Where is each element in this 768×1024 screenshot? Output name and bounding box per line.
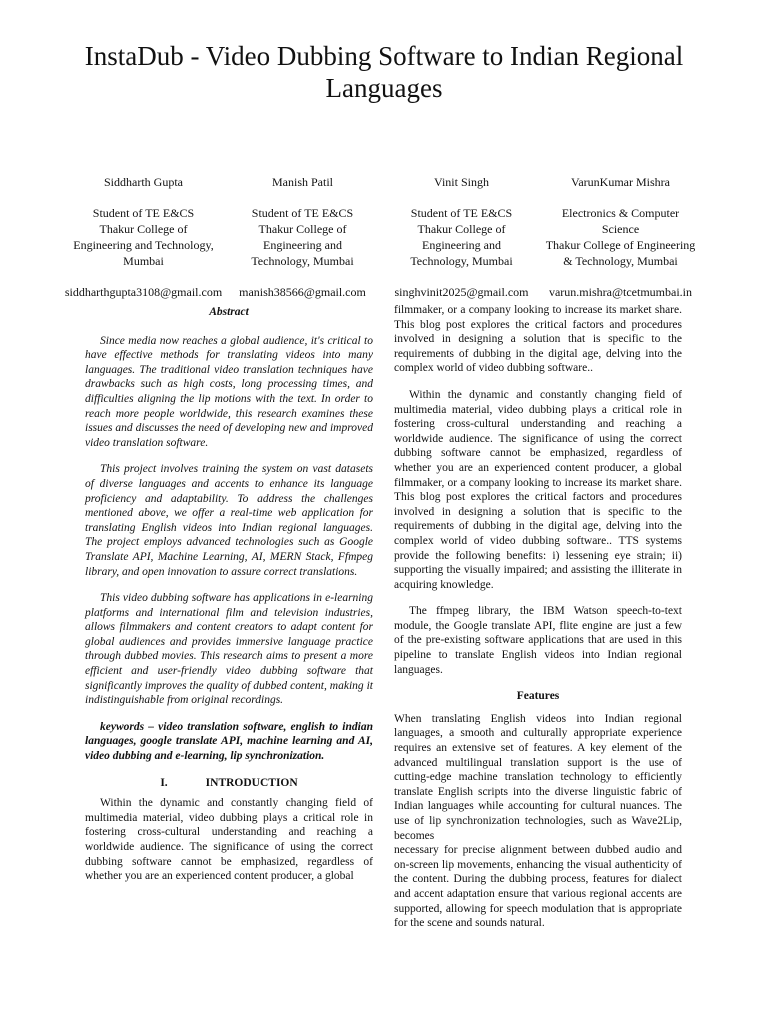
author-name: Manish Patil bbox=[271, 174, 333, 189]
introduction-heading bbox=[85, 776, 373, 791]
author-email: siddharthgupta3108@gmail.com bbox=[64, 285, 223, 300]
author-name: Vinit Singh bbox=[434, 174, 489, 189]
author-4 bbox=[541, 159, 700, 317]
right-paragraph-continued: filmmaker, or a company looking to increase its market share. This blog post explores the critical factors and procedures involved in designing a solution that is specific to the requirements of dubbing in the digital age, delving into the complex world of video dubbing software.. bbox=[394, 304, 682, 375]
features-paragraph-1: When translating English videos into Indian regional languages, a smooth and culturally appropriate experience requires an extensive set of features. A key element of the advanced multilingual translation support is the use of cutting-edge machine translation technology to efficiently translate English scripts into the diverse linguistic fabric of Indian languages while accounting for cultural nuances. The use of lip synchronization technologies, such as Wave2Lip, becomes bbox=[394, 712, 682, 842]
right-paragraph-1: Within the dynamic and constantly changing field of multimedia material, video dubbing plays a critical role in fostering cross-cultural understanding and reaching a worldwide audience. The significance of using the correct dubbing software cannot be emphasized, regardless of whether you are an experienced content producer, a global filmmaker, or a company looking to increase its market share. This blog post explores the critical factors and procedures involved in designing a solution that is specific to the requirements of dubbing in the digital age, delving into the complex world of video dubbing software.. TTS systems provide the following benefits: i) lessening eye strain; ii) supporting the visually impaired; and assisting the illiterate in acquiring knowledge. bbox=[394, 388, 682, 591]
author-2 bbox=[223, 159, 382, 317]
author-name: Siddharth Gupta bbox=[104, 174, 183, 189]
left-column bbox=[85, 305, 373, 896]
abstract-paragraph-1: Since media now reaches a global audience, it's critical to have effective methods for translating videos into many languages. The traditional video translation techniques have drawbacks such as high costs, long processing times, and difficulties aligning the lip motions with the text. In order to reach more people worldwide, this research examines these issues and discusses the need of developing new and improved video translation software. bbox=[85, 334, 373, 449]
abstract-paragraph-2: This project involves training the system on vast datasets of diverse languages and accents to enhance its language proficiency and adaptability. To address the challenges mentioned above, we offer a real-time web application for translating English videos into Indian regional languages. The project employs advanced technologies such as Google Translate API, Machine Learning, AI, MERN Stack, Ffmpeg library, and open innovation to assure correct translations. bbox=[85, 463, 373, 578]
features-paragraph-2: necessary for precise alignment between dubbed audio and on-screen lip movements, enhancing the visual authenticity of the content. During the dubbing process, features for dialect and accent adaptation ensure that various regional accents are supported, allowing for speech modulation that is appropriate for the scene and sounds natural. bbox=[394, 844, 682, 930]
author-email: manish38566@gmail.com bbox=[239, 285, 366, 300]
keywords: keywords – video translation software, english to indian languages, google translate API, machine learning and AI, video dubbing and e-learning, lip synchronization. bbox=[85, 720, 373, 763]
right-paragraph-2: The ffmpeg library, the IBM Watson speech-to-text module, the Google translate API, flite engine are just a few of the pre-existing software applications that are used in this pipeline to translate English videos into Indian regional languages. bbox=[394, 605, 682, 676]
introduction-paragraph-1: Within the dynamic and constantly changing field of multimedia material, video dubbing plays a critical role in fostering cross-cultural understanding and reaching a worldwide audience. The significance of using the correct dubbing software cannot be emphasized, regardless of whether you are an experienced content producer, a global bbox=[85, 797, 373, 883]
author-1 bbox=[64, 159, 223, 317]
section-number: I. bbox=[160, 776, 168, 789]
author-affiliation: Student of TE E&CS Thakur College of Engineering and Technology, Mumbai bbox=[251, 206, 354, 268]
author-email: singhvinit2025@gmail.com bbox=[394, 285, 529, 300]
abstract-paragraph-3: This video dubbing software has applications in e-learning platforms and international film and television industries, allows filmmakers and content creators to adapt content for global audiences and provides immersive language practice through dubbed movies. This research aims to present a more efficient and user-friendly video dubbing software that significantly improves the quality of dubbed content, making it indistinguishable from original recordings. bbox=[85, 592, 373, 707]
section-title: INTRODUCTION bbox=[205, 776, 298, 789]
author-email: varun.mishra@tcetmumbai.in bbox=[548, 285, 692, 300]
author-affiliation: Student of TE E&CS Thakur College of Engineering and Technology, Mumbai bbox=[410, 206, 513, 268]
features-heading: Features bbox=[516, 690, 560, 703]
author-name: VarunKumar Mishra bbox=[571, 174, 670, 189]
author-block bbox=[64, 159, 700, 317]
author-affiliation: Student of TE E&CS Thakur College of Engineering and Technology, Mumbai bbox=[73, 206, 214, 268]
abstract-heading: Abstract bbox=[209, 306, 249, 318]
author-affiliation: Electronics & Computer Science Thakur College of Engineering & Technology, Mumbai bbox=[545, 206, 696, 268]
right-column bbox=[394, 303, 682, 943]
paper-title: InstaDub - Video Dubbing Software to Indian Regional Languages bbox=[84, 41, 684, 103]
author-3 bbox=[382, 159, 541, 317]
